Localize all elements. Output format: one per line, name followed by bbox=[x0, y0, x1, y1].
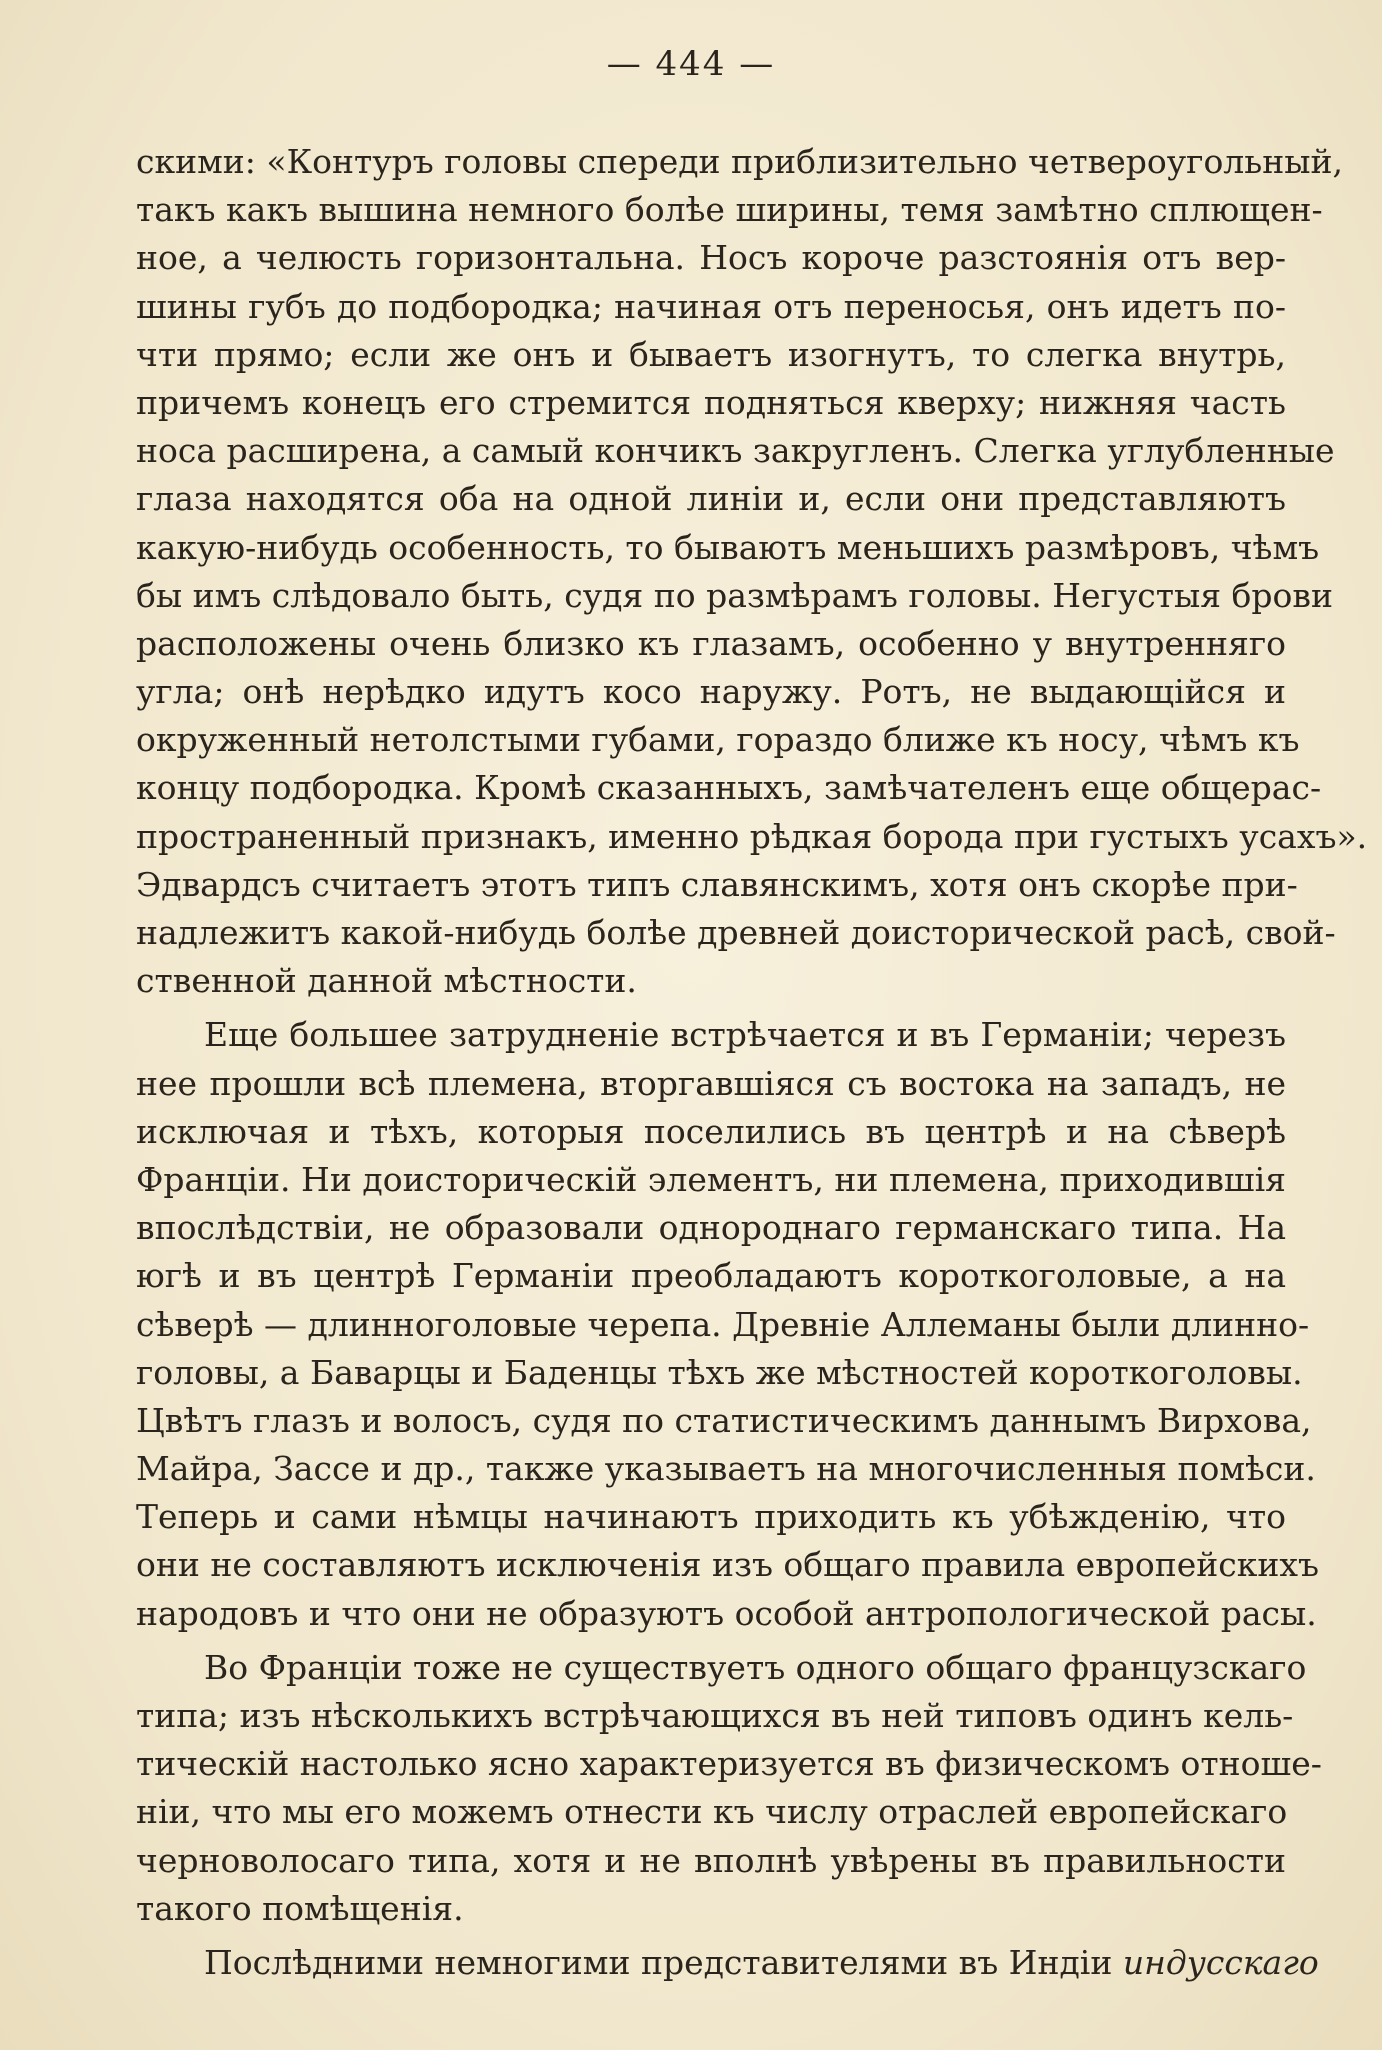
text-line-start: Послѣдними немногими представителями въ Индіи bbox=[204, 1942, 1113, 1982]
italic-word: индусскаго bbox=[1122, 1942, 1319, 1982]
text-line: расположены очень близко къ глазамъ, особенно у внутренняго bbox=[136, 623, 1286, 663]
text-line: такъ какъ вышина немного болѣе ширины, темя замѣтно сплющен- bbox=[136, 190, 1323, 230]
text-line: причемъ конецъ его стремится подняться кверху; нижняя часть bbox=[136, 382, 1286, 422]
text-line: ніи, что мы его можемъ отнести къ числу отраслей европейскаго bbox=[136, 1792, 1288, 1832]
text-line: носа расширена, а самый кончикъ закругленъ. Слегка углубленные bbox=[136, 431, 1335, 471]
text-line: скими: «Контуръ головы спереди приблизительно четвероугольный, bbox=[136, 142, 1343, 181]
text-line: бы имъ слѣдовало быть, судя по размѣрамъ головы. Негустыя брови bbox=[136, 575, 1333, 615]
text-line: чти прямо; если же онъ и бываетъ изогнутъ, то слегка внутрь, bbox=[136, 334, 1286, 374]
text-line: исключая и тѣхъ, которыя поселились въ центрѣ и на сѣверѣ bbox=[136, 1111, 1286, 1151]
text-line: народовъ и что они не образуютъ особой антропологической расы. bbox=[136, 1593, 1317, 1633]
text-line: югѣ и въ центрѣ Германіи преобладаютъ короткоголовые, а на bbox=[136, 1256, 1286, 1296]
text-line: типа; изъ нѣсколькихъ встрѣчающихся въ ней типовъ одинъ кель- bbox=[136, 1696, 1294, 1735]
text-line: глаза находятся оба на одной линіи и, если они представляютъ bbox=[136, 479, 1286, 519]
text-line: пространенный признакъ, именно рѣдкая борода при густыхъ усахъ». bbox=[136, 816, 1368, 856]
text-line: впослѣдствіи, не образовали однороднаго германскаго типа. На bbox=[136, 1208, 1286, 1248]
text-line: Эдвардсъ считаетъ этотъ типъ славянскимъ, хотя онъ скорѣе при- bbox=[136, 864, 1298, 904]
text-line: какую-нибудь особенность, то бываютъ меньшихъ размѣровъ, чѣмъ bbox=[136, 527, 1320, 567]
paragraph bbox=[136, 138, 1368, 1005]
page-number: — 444 — bbox=[606, 44, 776, 84]
paragraph bbox=[136, 1939, 1319, 1987]
text-line: они не составляютъ исключенія изъ общаго правила европейскихъ bbox=[136, 1545, 1319, 1585]
text-line: Еще большее затрудненіе встрѣчается и въ Германіи; черезъ bbox=[204, 1015, 1286, 1055]
text-line: Теперь и сами нѣмцы начинаютъ приходить къ убѣжденію, что bbox=[136, 1497, 1286, 1537]
text-line: Во Франціи тоже не существуетъ одного общаго французскаго bbox=[204, 1647, 1307, 1687]
text-line: черноволосаго типа, хотя и не вполнѣ увѣрены въ правильности bbox=[136, 1840, 1286, 1880]
text-line: Франціи. Ни доисторическій элементъ, ни племена, приходившія bbox=[136, 1159, 1286, 1199]
text-line: надлежитъ какой-нибудь болѣе древней доисторической расѣ, свой- bbox=[136, 913, 1336, 952]
text-line: ное, а челюсть горизонтальна. Носъ короче разстоянія отъ вер- bbox=[136, 238, 1286, 278]
text-line bbox=[136, 1939, 1319, 1987]
text-line: концу подбородка. Кромѣ сказанныхъ, замѣчателенъ еще общерас- bbox=[136, 768, 1322, 808]
text-line: головы, а Баварцы и Баденцы тѣхъ же мѣстностей короткоголовы. bbox=[136, 1352, 1303, 1392]
paragraph bbox=[136, 1011, 1319, 1637]
text-line: окруженный нетолстыми губами, гораздо ближе къ носу, чѣмъ къ bbox=[136, 720, 1300, 760]
text-line: угла; онѣ нерѣдко идутъ косо наружу. Ротъ, не выдающійся и bbox=[136, 672, 1286, 712]
text-line: Майра, Зассе и др., также указываетъ на многочисленныя помѣси. bbox=[136, 1449, 1316, 1489]
text-line: ственной данной мѣстности. bbox=[136, 961, 637, 1001]
text-line: нее прошли всѣ племена, вторгавшіяся съ востока на западъ, не bbox=[136, 1063, 1286, 1103]
text-line: сѣверѣ — длинноголовые черепа. Древніе Аллеманы были длинно- bbox=[136, 1304, 1310, 1344]
text-line: шины губъ до подбородка; начиная отъ переносья, онъ идетъ по- bbox=[136, 286, 1286, 326]
text-line: тическій настолько ясно характеризуется въ физическомъ отноше- bbox=[136, 1744, 1322, 1784]
body-text bbox=[136, 138, 1368, 1987]
text-line: такого помѣщенія. bbox=[136, 1888, 464, 1928]
text-line: Цвѣтъ глазъ и волосъ, судя по статистическимъ даннымъ Вирхова, bbox=[136, 1400, 1312, 1440]
paragraph bbox=[136, 1644, 1322, 1933]
